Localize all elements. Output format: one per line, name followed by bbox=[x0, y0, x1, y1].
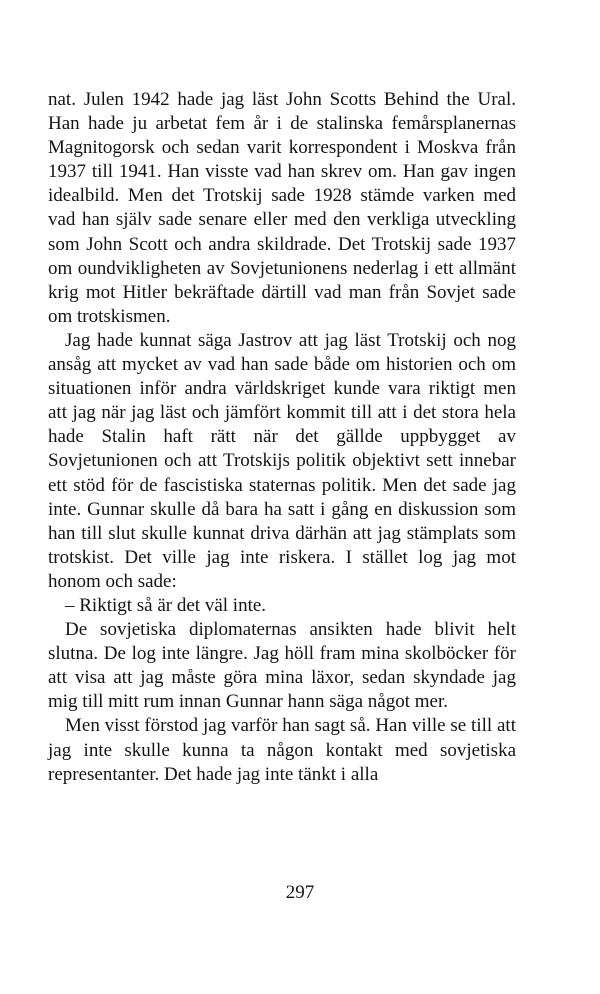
paragraph-diplomats: De sovjetiska diplomaternas ansikten hade blivit helt slutna. De log inte längre. Jag höll fram mina skolböcker för att visa att jag måste göra mina läxor, sedan skyndade jag mig till mitt rum innan Gunnar hann säga något mer. bbox=[48, 619, 516, 713]
paragraph-trotskij: Jag hade kunnat säga Jastrov att jag läst Trotskij och nog ansåg att mycket av vad han sade både om historien och om situationen inför andra världskriget kunde vara riktigt men att jag när jag läst och jämfört kommit till att i det stora hela hade Stalin haft rätt när det gällde uppbygget av Sovjetunionen och att Trotskijs politik objektivt sett innebar ett stöd för de fascistiska staternas politik. Men det sade jag inte. Gunnar skulle då bara ha satt i gång en diskussion som han till slut skulle kunnat driva därhän att jag stämplats som trotskist. Det ville jag inte riskera. I stället log jag mot honom och sade: bbox=[48, 329, 516, 592]
paragraph-understood: Men visst förstod jag varför han sagt så. Han ville se till att jag inte skulle kunna ta någon kontakt med sovjetiska representanter. Det hade jag inte tänkt i alla bbox=[48, 715, 516, 785]
paragraph-continuation: nat. Julen 1942 hade jag läst John Scotts Behind the Ural. Han hade ju arbetat fem år i de stalinska femårsplanernas Magnitogorsk och sedan varit korrespondent i Moskva från 1937 till 1941. Han visste vad han skrev om. Han gav ingen idealbild. Men det Trotskij sade 1928 stämde varken med vad han själv sade senare eller med den verkliga utveckling som John Scott och andra skildrade. Det Trotskij sade 1937 om oundvikligheten av Sovjetunionens nederlag i ett allmänt krig mot Hitler bekräftade därtill vad man från Sovjet sade om trotskismen. bbox=[48, 89, 516, 327]
body-text bbox=[48, 88, 516, 787]
dialogue-line: – Riktigt så är det väl inte. bbox=[65, 594, 267, 616]
page-number: 297 bbox=[285, 882, 315, 903]
